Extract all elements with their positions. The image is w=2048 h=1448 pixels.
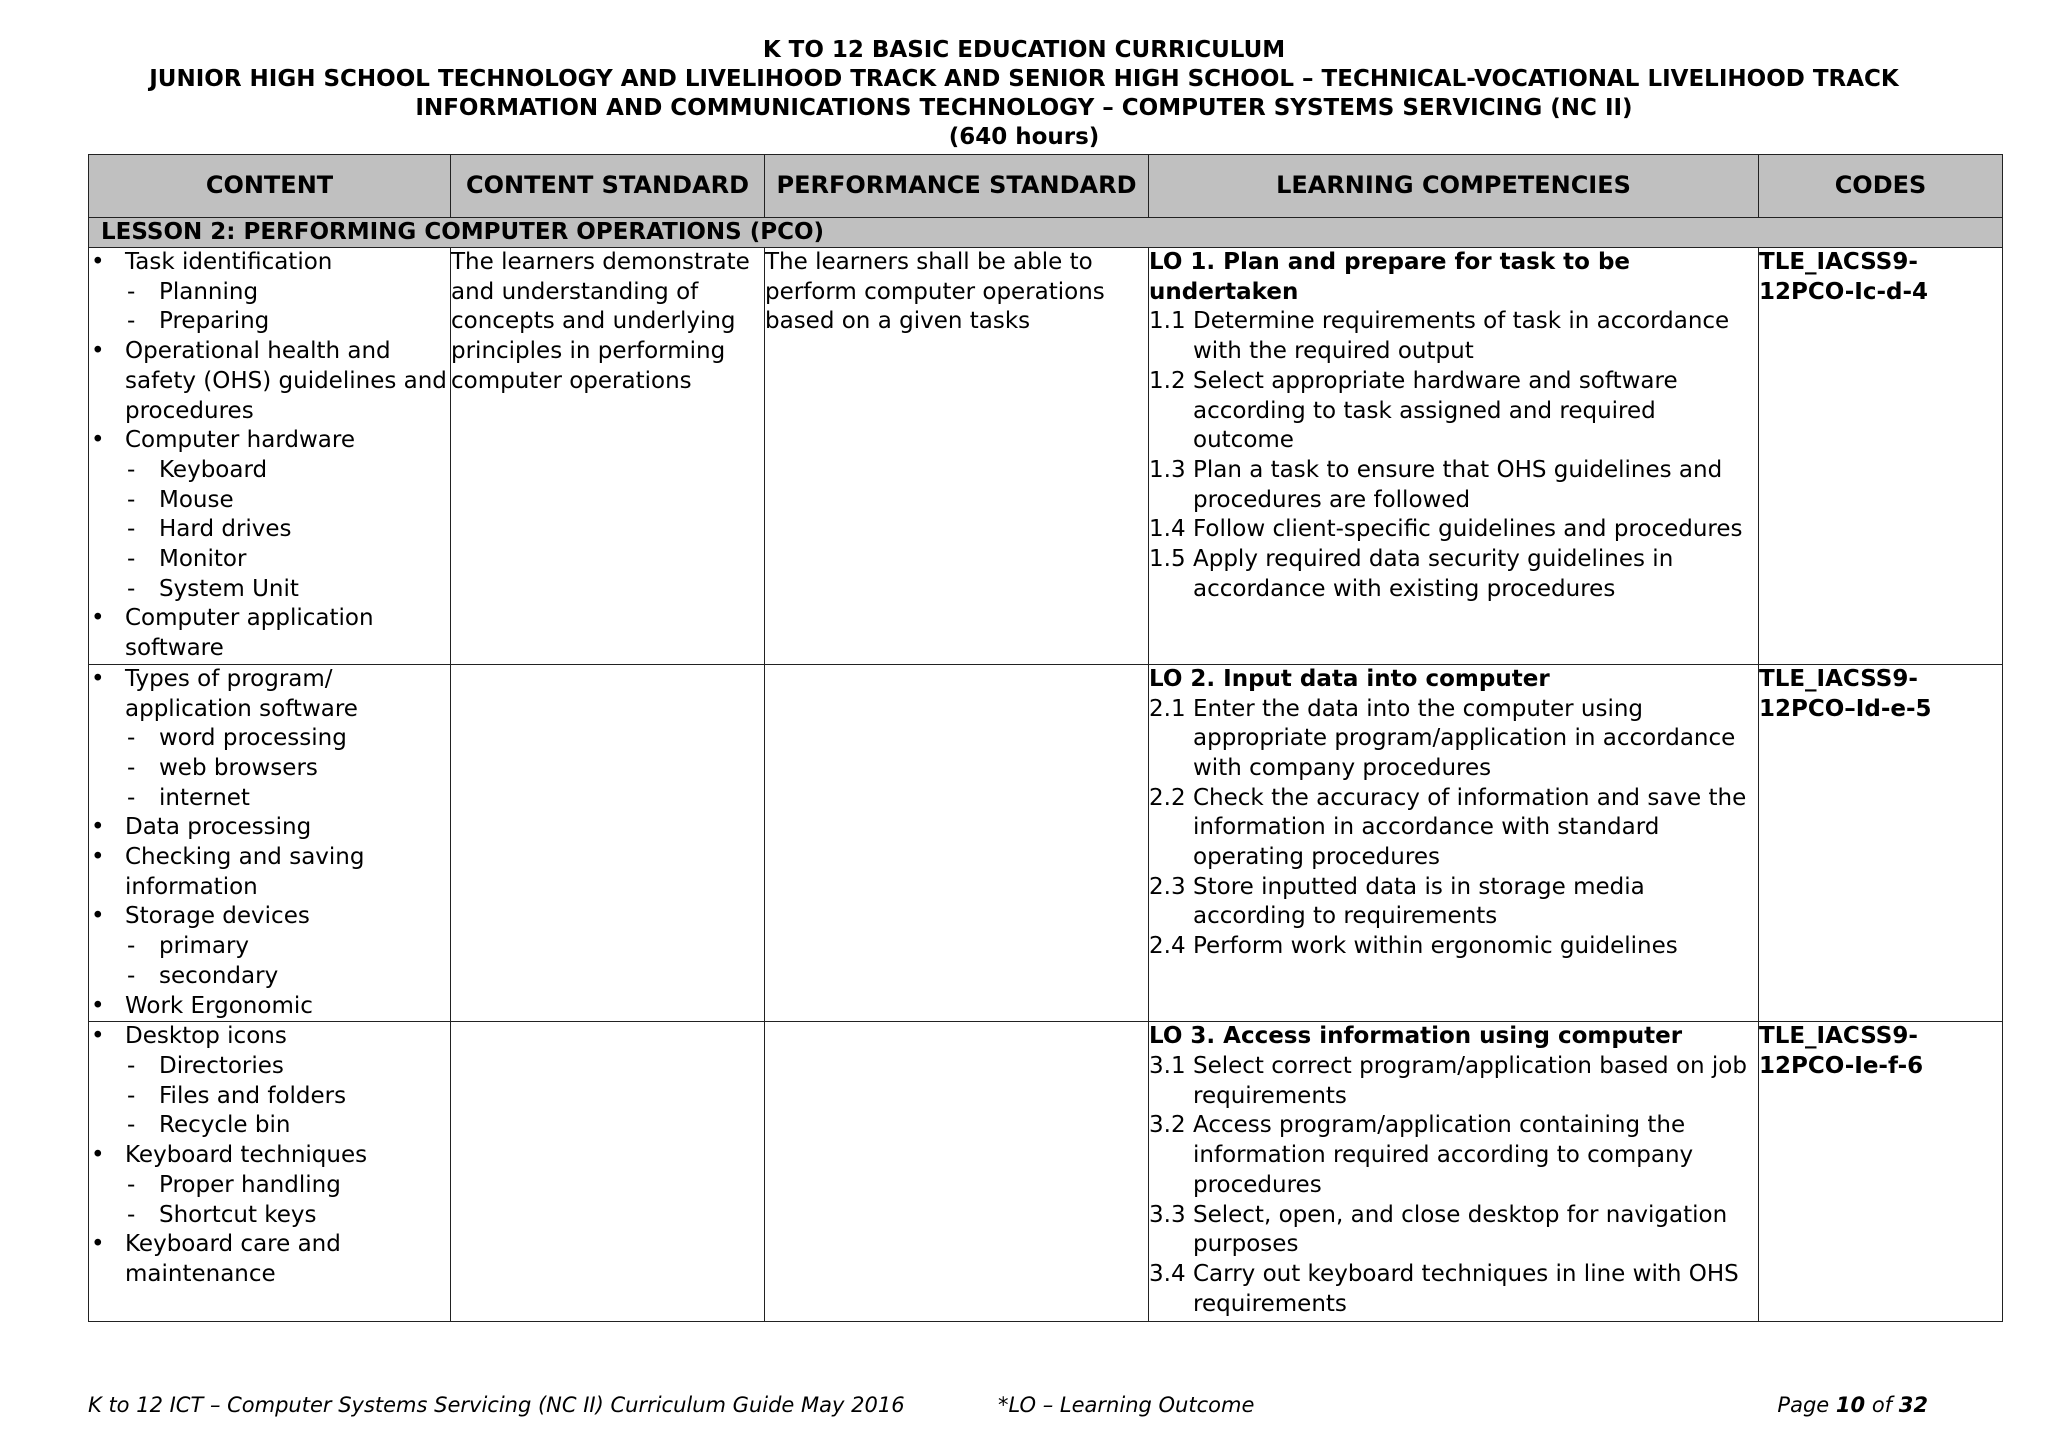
competency-text: Check the accuracy of information and save the information in accordance with standard operating procedures — [1193, 784, 1747, 871]
table-row — [89, 1022, 2003, 1322]
content-sub-item: - web browsers — [89, 754, 450, 784]
content-bullet-item: • Operational health and safety (OHS) guidelines and procedures — [89, 337, 450, 426]
competency-number: 1.3 — [1149, 456, 1186, 483]
content-sub-item: - Hard drives — [89, 515, 450, 545]
competency-item — [1149, 367, 1758, 456]
content-bullet-item: • Computer application software — [89, 604, 450, 663]
performance-standard-cell: The learners shall be able to perform computer operations based on a given tasks — [765, 248, 1149, 665]
code-cell — [1759, 1022, 2003, 1322]
competency-item — [1149, 873, 1758, 932]
content-bullet-item: • Work Ergonomic — [89, 992, 450, 1022]
competency-number: 1.1 — [1149, 308, 1186, 335]
competency-text: Select, open, and close desktop for navigation purposes — [1193, 1201, 1728, 1258]
competency-item — [1149, 1111, 1758, 1200]
content-sub-item: - internet — [89, 784, 450, 814]
competency-number: 2.3 — [1149, 873, 1186, 900]
competency-number: 2.1 — [1149, 695, 1186, 722]
competency-number: 1.5 — [1149, 546, 1186, 573]
column-header-learning-competencies: LEARNING COMPETENCIES — [1149, 155, 1759, 218]
document-header — [0, 36, 2048, 152]
performance-standard-cell — [765, 1022, 1149, 1322]
learning-competencies-cell — [1149, 1022, 1759, 1322]
competency-number: 3.4 — [1149, 1260, 1186, 1287]
footer-page-total: 32 — [1898, 1393, 1928, 1417]
competency-item — [1149, 695, 1758, 784]
code-line-1: TLE_IACSS9- — [1759, 1023, 1918, 1050]
content-bullet-item: • Storage devices — [89, 902, 450, 932]
content-cell — [89, 664, 451, 1021]
footer-page-word: Page — [1777, 1393, 1830, 1417]
content-bullet-item: • Data processing — [89, 813, 450, 843]
learning-outcome-title: LO 3. Access information using computer — [1149, 1023, 1683, 1050]
content-cell — [89, 1022, 451, 1322]
column-header-codes: CODES — [1759, 155, 2003, 218]
footer-page-number — [1777, 1392, 1928, 1418]
competency-text: Access program/application containing the information required according to company procedures — [1193, 1112, 1694, 1198]
content-bullet-item: • Checking and saving information — [89, 843, 450, 902]
column-header-performance-standard: PERFORMANCE STANDARD — [765, 155, 1149, 218]
competency-text: Select appropriate hardware and software according to task assigned and required outcome — [1193, 367, 1678, 454]
footer-of-word: of — [1871, 1393, 1893, 1417]
content-sub-item: - secondary — [89, 962, 450, 992]
content-bullet-item: • Types of program/ application software — [89, 665, 450, 724]
content-standard-cell: The learners demonstrate and understanding of concepts and underlying principles in performing computer operations — [451, 248, 765, 665]
content-sub-item: - primary — [89, 932, 450, 962]
table-row — [89, 248, 2003, 665]
footer-lo-note: *LO – Learning Outcome — [998, 1393, 1255, 1417]
competency-text: Carry out keyboard techniques in line with OHS requirements — [1193, 1260, 1739, 1317]
learning-competencies-cell — [1149, 664, 1759, 1021]
content-sub-item: - Proper handling — [89, 1171, 450, 1201]
column-header-content: CONTENT — [89, 155, 451, 218]
content-bullet-item: • Task identification — [89, 248, 450, 278]
content-sub-item: - Preparing — [89, 307, 450, 337]
competency-item — [1149, 307, 1758, 366]
content-sub-item: - Recycle bin — [89, 1111, 450, 1141]
competency-item — [1149, 456, 1758, 515]
competency-number: 2.4 — [1149, 933, 1186, 960]
code-line-2: 12PCO–Id-e-5 — [1759, 695, 1932, 722]
header-line-1: K TO 12 BASIC EDUCATION CURRICULUM — [762, 37, 1286, 63]
code-cell — [1759, 248, 2003, 665]
content-cell — [89, 248, 451, 665]
competency-text: Follow client-specific guidelines and procedures — [1193, 516, 1743, 543]
competency-text: Perform work within ergonomic guidelines — [1193, 933, 1678, 960]
content-standard-cell — [451, 1022, 765, 1322]
table-header-row — [89, 155, 2003, 218]
content-list — [89, 1022, 450, 1289]
content-sub-item: - Files and folders — [89, 1082, 450, 1112]
performance-standard-cell — [765, 664, 1149, 1021]
table-row — [89, 664, 2003, 1021]
competency-item — [1149, 784, 1758, 873]
content-sub-item: - Directories — [89, 1052, 450, 1082]
competency-text: Store inputted data is in storage media according to requirements — [1193, 873, 1645, 930]
curriculum-table — [88, 154, 2003, 1322]
competency-item — [1149, 1201, 1758, 1260]
competency-number: 3.3 — [1149, 1201, 1186, 1228]
content-sub-item: - Keyboard — [89, 456, 450, 486]
content-list — [89, 665, 450, 1021]
code-line-1: TLE_IACSS9- — [1759, 249, 1918, 275]
content-sub-item: - System Unit — [89, 575, 450, 605]
competency-number: 1.4 — [1149, 516, 1186, 543]
content-list — [89, 248, 450, 664]
competency-item — [1149, 1260, 1758, 1319]
content-bullet-item: • Desktop icons — [89, 1022, 450, 1052]
competency-text: Determine requirements of task in accordance with the required output — [1193, 308, 1730, 365]
header-line-3: INFORMATION AND COMMUNICATIONS TECHNOLOGY – COMPUTER SYSTEMS SERVICING (NC II) — [415, 95, 1633, 121]
content-sub-item: - word processing — [89, 724, 450, 754]
content-sub-item: - Mouse — [89, 486, 450, 516]
code-line-2: 12PCO-Ic-d-4 — [1759, 278, 1929, 305]
code-cell — [1759, 664, 2003, 1021]
content-bullet-item: • Keyboard techniques — [89, 1141, 450, 1171]
competency-item — [1149, 515, 1758, 545]
competency-text: Enter the data into the computer using appropriate program/application in accordance with company procedures — [1193, 695, 1736, 781]
lesson-row — [89, 218, 2003, 248]
competency-item — [1149, 545, 1758, 604]
content-standard-cell — [451, 664, 765, 1021]
competency-number: 3.1 — [1149, 1052, 1186, 1079]
competency-number: 1.2 — [1149, 367, 1186, 394]
competency-item — [1149, 932, 1758, 962]
content-sub-item: - Planning — [89, 278, 450, 308]
content-sub-item: - Monitor — [89, 545, 450, 575]
code-line-1: TLE_IACSS9- — [1759, 665, 1918, 692]
footer-guide-title: K to 12 ICT – Computer Systems Servicing (NC II) Curriculum Guide May 2016 — [88, 1393, 905, 1417]
lesson-title: LESSON 2: PERFORMING COMPUTER OPERATIONS (PCO) — [89, 218, 2003, 248]
competency-text: Apply required data security guidelines in accordance with existing procedures — [1193, 546, 1674, 602]
content-bullet-item: • Computer hardware — [89, 426, 450, 456]
learning-competencies-cell — [1149, 248, 1759, 665]
column-header-content-standard: CONTENT STANDARD — [451, 155, 765, 218]
competency-text: Plan a task to ensure that OHS guidelines and procedures are followed — [1193, 456, 1723, 513]
header-line-2: JUNIOR HIGH SCHOOL TECHNOLOGY AND LIVELIHOOD TRACK AND SENIOR HIGH SCHOOL – TECHNICAL-VOCATIONAL LIVELIHOOD TRACK — [149, 66, 1899, 92]
header-line-4: (640 hours) — [948, 124, 1100, 150]
content-bullet-item: • Keyboard care and maintenance — [89, 1230, 450, 1289]
code-line-2: 12PCO-Ie-f-6 — [1759, 1052, 1924, 1079]
competency-text: Select correct program/application based on job requirements — [1193, 1052, 1747, 1109]
learning-outcome-title: LO 2. Input data into computer — [1149, 665, 1550, 692]
content-sub-item: - Shortcut keys — [89, 1201, 450, 1231]
competency-number: 2.2 — [1149, 784, 1186, 811]
competency-item — [1149, 1052, 1758, 1111]
learning-outcome-title: LO 1. Plan and prepare for task to be undertaken — [1149, 249, 1631, 305]
footer-page-current: 10 — [1835, 1393, 1866, 1417]
competency-number: 3.2 — [1149, 1112, 1186, 1139]
